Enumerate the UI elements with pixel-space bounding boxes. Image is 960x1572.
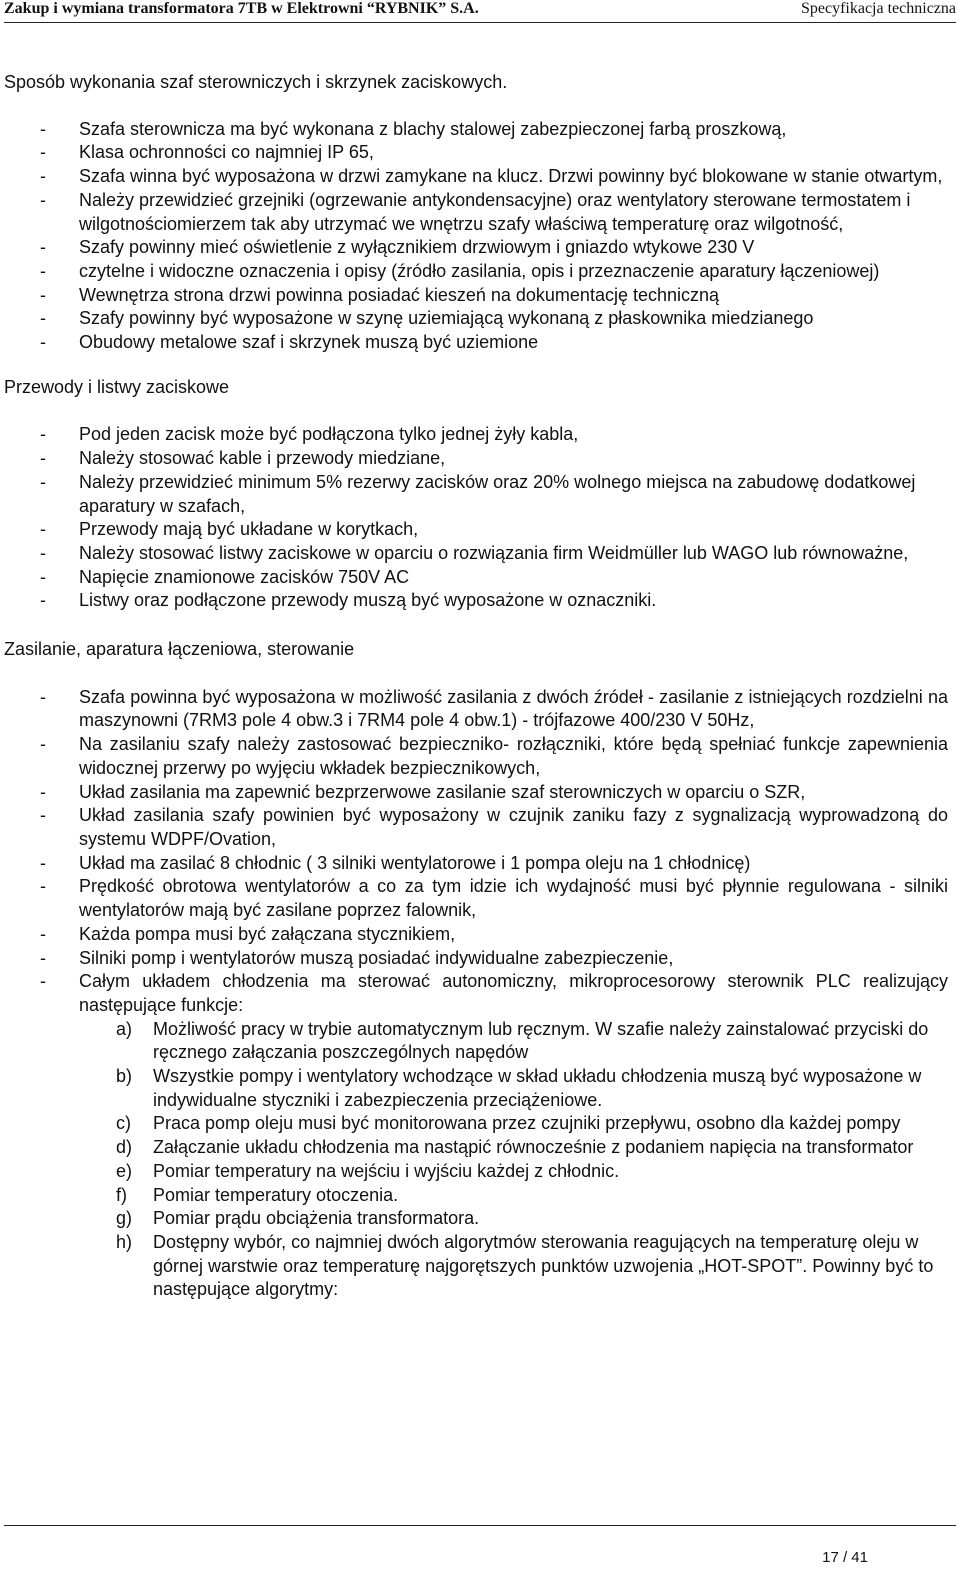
function-text: Dostępny wybór, co najmniej dwóch algorytmów sterowania reagujących na temperaturę oleju w górnej warstwie oraz temperaturę najgorętszych punktów uzwojenia „HOT-SPOT”. Powinny być to następujące algorytmy: bbox=[153, 1231, 934, 1300]
footer-divider bbox=[4, 1525, 956, 1526]
plc-functions-list bbox=[4, 1018, 948, 1302]
function-item bbox=[4, 1184, 948, 1208]
list-item: - Prędkość obrotowa wentylatorów a co za tym idzie ich wydajność musi być płynnie regulowana - silniki wentylatorów mają być zasilane poprzez falownik, bbox=[4, 875, 948, 922]
function-text: Pomiar temperatury otoczenia. bbox=[153, 1184, 399, 1205]
function-marker: h) bbox=[116, 1231, 133, 1252]
function-marker: a) bbox=[116, 1018, 133, 1039]
list-item: - czytelne i widoczne oznaczenia i opisy (źródło zasilania, opis i przeznaczenie aparatury łączeniowej) bbox=[4, 260, 948, 284]
list-item: - Wewnętrza strona drzwi powinna posiadać kieszeń na dokumentację techniczną bbox=[4, 284, 948, 308]
page-header bbox=[4, 0, 956, 23]
function-marker: c) bbox=[116, 1113, 131, 1134]
function-marker: b) bbox=[116, 1066, 133, 1087]
function-item bbox=[4, 1065, 948, 1112]
function-item bbox=[4, 1136, 948, 1160]
function-item bbox=[4, 1018, 948, 1065]
list-item: - Napięcie znamionowe zacisków 750V AC bbox=[4, 566, 948, 590]
power-list bbox=[4, 686, 948, 1018]
list-item: - Na zasilaniu szafy należy zastosować bezpieczniko- rozłączniki, które będą spełniać funkcje zapewnienia widocznej przerwy po wyjęciu wkładek bezpiecznikowych, bbox=[4, 733, 948, 780]
list-item: - Szafy powinny mieć oświetlenie z wyłącznikiem drzwiowym i gniazdo wtykowe 230 V bbox=[4, 236, 948, 260]
function-text: Pomiar prądu obciążenia transformatora. bbox=[153, 1208, 480, 1229]
list-item: - Pod jeden zacisk może być podłączona tylko jednej żyły kabla, bbox=[4, 423, 948, 447]
list-item: - Układ zasilania szafy powinien być wyposażony w czujnik zaniku fazy z sygnalizacją wyprowadzoną do systemu WDPF/Ovation, bbox=[4, 804, 948, 851]
list-item: - Szafa winna być wyposażona w drzwi zamykane na klucz. Drzwi powinny być blokowane w stanie otwartym, bbox=[4, 165, 948, 189]
list-item: - Należy stosować listwy zaciskowe w oparciu o rozwiązania firm Weidmüller lub WAGO lub równoważne, bbox=[4, 542, 948, 566]
list-item: - Szafy powinny być wyposażone w szynę uziemiającą wykonaną z płaskownika miedzianego bbox=[4, 307, 948, 331]
list-item: - Silniki pomp i wentylatorów muszą posiadać indywidualne zabezpieczenie, bbox=[4, 947, 948, 971]
function-text: Praca pomp oleju musi być monitorowana przez czujniki przepływu, osobno dla każdej pompy bbox=[153, 1113, 901, 1134]
list-item: - Przewody mają być układane w korytkach, bbox=[4, 518, 948, 542]
header-section: Specyfikacja techniczna bbox=[800, 0, 956, 17]
function-marker: d) bbox=[116, 1137, 133, 1158]
section-heading-cabinets: Sposób wykonania szaf sterowniczych i skrzynek zaciskowych. bbox=[4, 72, 508, 92]
section-heading-wiring: Przewody i listwy zaciskowe bbox=[4, 376, 230, 397]
function-text: Załączanie układu chłodzenia ma nastąpić równocześnie z podaniem napięcia na transformator bbox=[153, 1137, 914, 1158]
page-number: 17 / 41 bbox=[822, 1549, 868, 1566]
function-marker: g) bbox=[116, 1208, 133, 1229]
wiring-list bbox=[4, 423, 948, 613]
list-item: - Szafa powinna być wyposażona w możliwość zasilania z dwóch źródeł - zasilanie z istniejących rozdzielni na maszynowni (7RM3 pole 4 obw.3 i 7RM4 pole 4 obw.1) - trójfazowe 400/230 V 50Hz, bbox=[4, 686, 948, 733]
function-item bbox=[4, 1207, 948, 1231]
function-item bbox=[4, 1160, 948, 1184]
list-item: - Należy przewidzieć minimum 5% rezerwy zacisków oraz 20% wolnego miejsca na zabudowę dodatkowej aparatury w szafach, bbox=[4, 471, 948, 518]
list-item: - Układ zasilania ma zapewnić bezprzerwowe zasilanie szaf sterowniczych w oparciu o SZR, bbox=[4, 781, 948, 805]
function-marker: f) bbox=[116, 1184, 127, 1205]
function-item bbox=[4, 1231, 948, 1302]
list-item: - Całym układem chłodzenia ma sterować autonomiczny, mikroprocesorowy sterownik PLC realizujący następujące funkcje: bbox=[4, 970, 948, 1017]
list-item: - Szafa sterownicza ma być wykonana z blachy stalowej zabezpieczonej farbą proszkową, bbox=[4, 118, 948, 142]
list-item: - Klasa ochronności co najmniej IP 65, bbox=[4, 141, 948, 165]
list-item: - Należy stosować kable i przewody miedziane, bbox=[4, 447, 948, 471]
list-item: - Każda pompa musi być załączana stycznikiem, bbox=[4, 923, 948, 947]
section-heading-power: Zasilanie, aparatura łączeniowa, sterowanie bbox=[4, 639, 355, 660]
header-title: Zakup i wymiana transformatora 7TB w Elektrowni “RYBNIK” S.A. bbox=[4, 0, 479, 17]
function-marker: e) bbox=[116, 1160, 133, 1181]
list-item: - Listwy oraz podłączone przewody muszą być wyposażone w oznaczniki. bbox=[4, 589, 948, 613]
function-text: Pomiar temperatury na wejściu i wyjściu każdej z chłodnic. bbox=[153, 1160, 620, 1181]
function-item bbox=[4, 1112, 948, 1136]
list-item: - Układ ma zasilać 8 chłodnic ( 3 silniki wentylatorowe i 1 pompa oleju na 1 chłodnicę) bbox=[4, 852, 948, 876]
list-item: - Obudowy metalowe szaf i skrzynek muszą być uziemione bbox=[4, 331, 948, 355]
function-text: Wszystkie pompy i wentylatory wchodzące w skład układu chłodzenia muszą być wyposażone w indywidualne styczniki i zabezpieczenia przeciążeniowe. bbox=[153, 1066, 922, 1110]
document-body bbox=[4, 71, 948, 1302]
cabinets-list bbox=[4, 118, 948, 355]
function-text: Możliwość pracy w trybie automatycznym lub ręcznym. W szafie należy zainstalować przyciski do ręcznego załączania poszczególnych napędów bbox=[153, 1018, 929, 1063]
list-item: - Należy przewidzieć grzejniki (ogrzewanie antykondensacyjne) oraz wentylatory sterowane termostatem i wilgotnościomierzem tak aby utrzymać we wnętrzu szafy właściwą temperaturę oraz wilgotność, bbox=[4, 189, 948, 236]
